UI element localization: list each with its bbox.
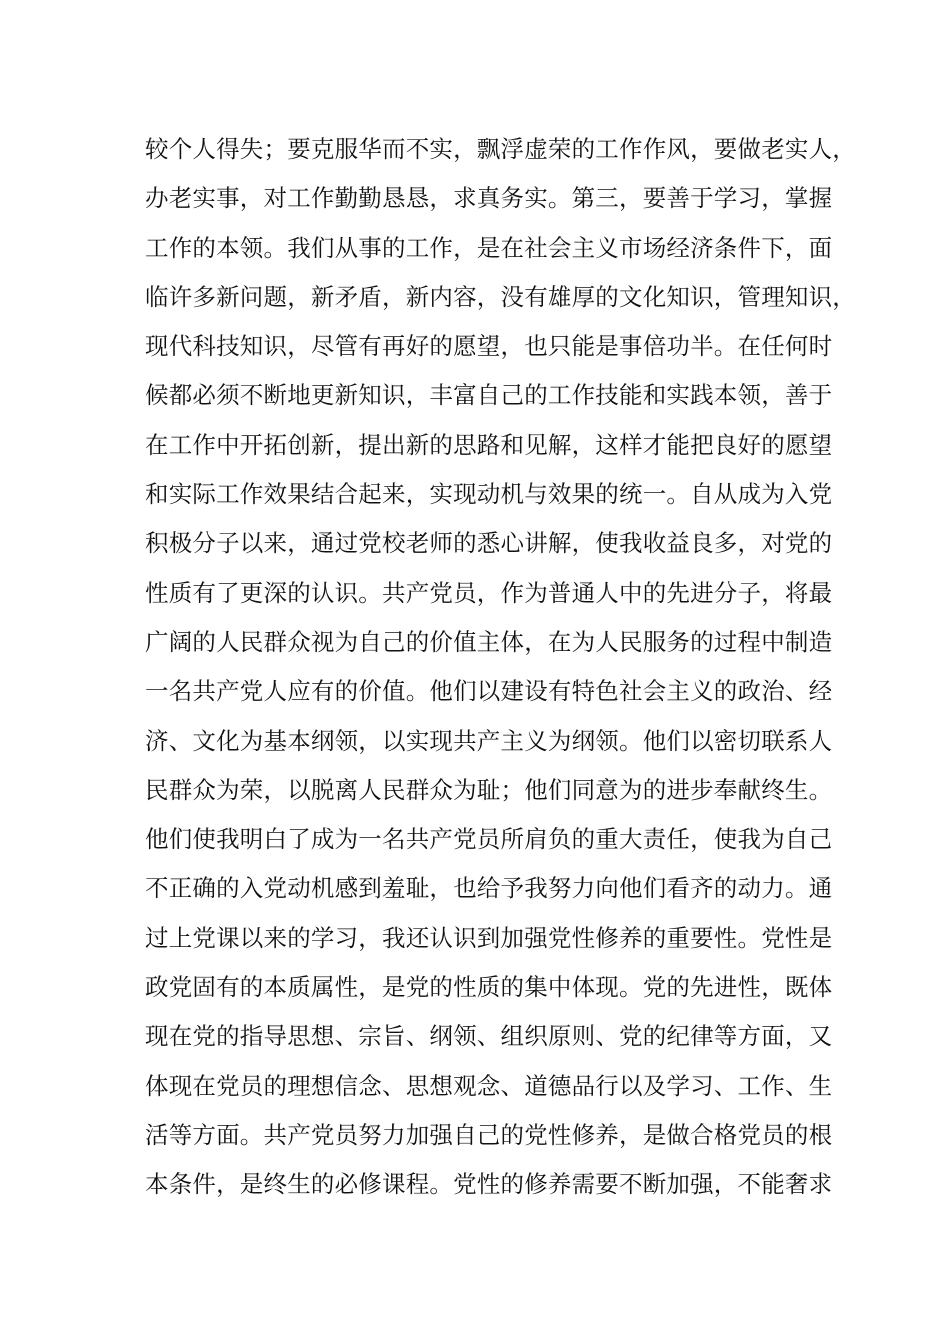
text-line: 体现在党员的理想信念、思想观念、道德品行以及学习、工作、生 <box>145 1071 833 1100</box>
text-line: 现在党的指导思想、宗旨、纲领、组织原则、党的纪律等方面，又 <box>145 1022 833 1051</box>
text-line: 活等方面。共产党员努力加强自己的党性修养，是做合格党员的根 <box>145 1120 833 1149</box>
text-line: 现代科技知识，尽管有再好的愿望，也只能是事倍功半。在任何时 <box>145 332 833 361</box>
text-line: 在工作中开拓创新，提出新的思路和见解，这样才能把良好的愿望 <box>145 430 833 459</box>
text-line: 一名共产党人应有的价值。他们以建设有特色社会主义的政治、经 <box>145 677 833 706</box>
text-line: 济、文化为基本纲领，以实现共产主义为纲领。他们以密切联系人 <box>145 726 833 755</box>
body-text <box>145 125 856 1210</box>
text-line: 候都必须不断地更新知识，丰富自己的工作技能和实践本领，善于 <box>145 381 833 410</box>
text-line: 他们使我明白了成为一名共产党员所肩负的重大责任，使我为自己 <box>145 825 833 854</box>
text-line: 和实际工作效果结合起来，实现动机与效果的统一。自从成为入党 <box>145 480 833 509</box>
text-line: 广阔的人民群众视为自己的价值主体，在为人民服务的过程中制造 <box>145 627 833 656</box>
text-line: 性质有了更深的认识。共产党员，作为普通人中的先进分子，将最 <box>145 578 833 607</box>
text-line: 过上党课以来的学习，我还认识到加强党性修养的重要性。党性是 <box>145 923 833 952</box>
text-line: 临许多新问题，新矛盾，新内容，没有雄厚的文化知识，管理知识， <box>145 282 856 311</box>
text-line: 积极分子以来，通过党校老师的悉心讲解，使我收益良多，对党的 <box>145 529 833 558</box>
text-line: 民群众为荣，以脱离人民群众为耻；他们同意为的进步奉献终生。 <box>145 775 833 804</box>
text-line: 政党固有的本质属性，是党的性质的集中体现。党的先进性，既体 <box>145 973 833 1002</box>
text-line: 较个人得失；要克服华而不实，飘浮虚荣的工作作风，要做老实人， <box>145 135 856 163</box>
text-line: 办老实事，对工作勤勤恳恳，求真务实。第三，要善于学习，掌握 <box>145 184 833 213</box>
text-line: 本条件，是终生的必修课程。党性的修养需要不断加强，不能奢求 <box>145 1170 833 1199</box>
text-line: 不正确的入党动机感到羞耻，也给予我努力向他们看齐的动力。通 <box>145 874 833 903</box>
text-line: 工作的本领。我们从事的工作，是在社会主义市场经济条件下，面 <box>145 233 833 262</box>
